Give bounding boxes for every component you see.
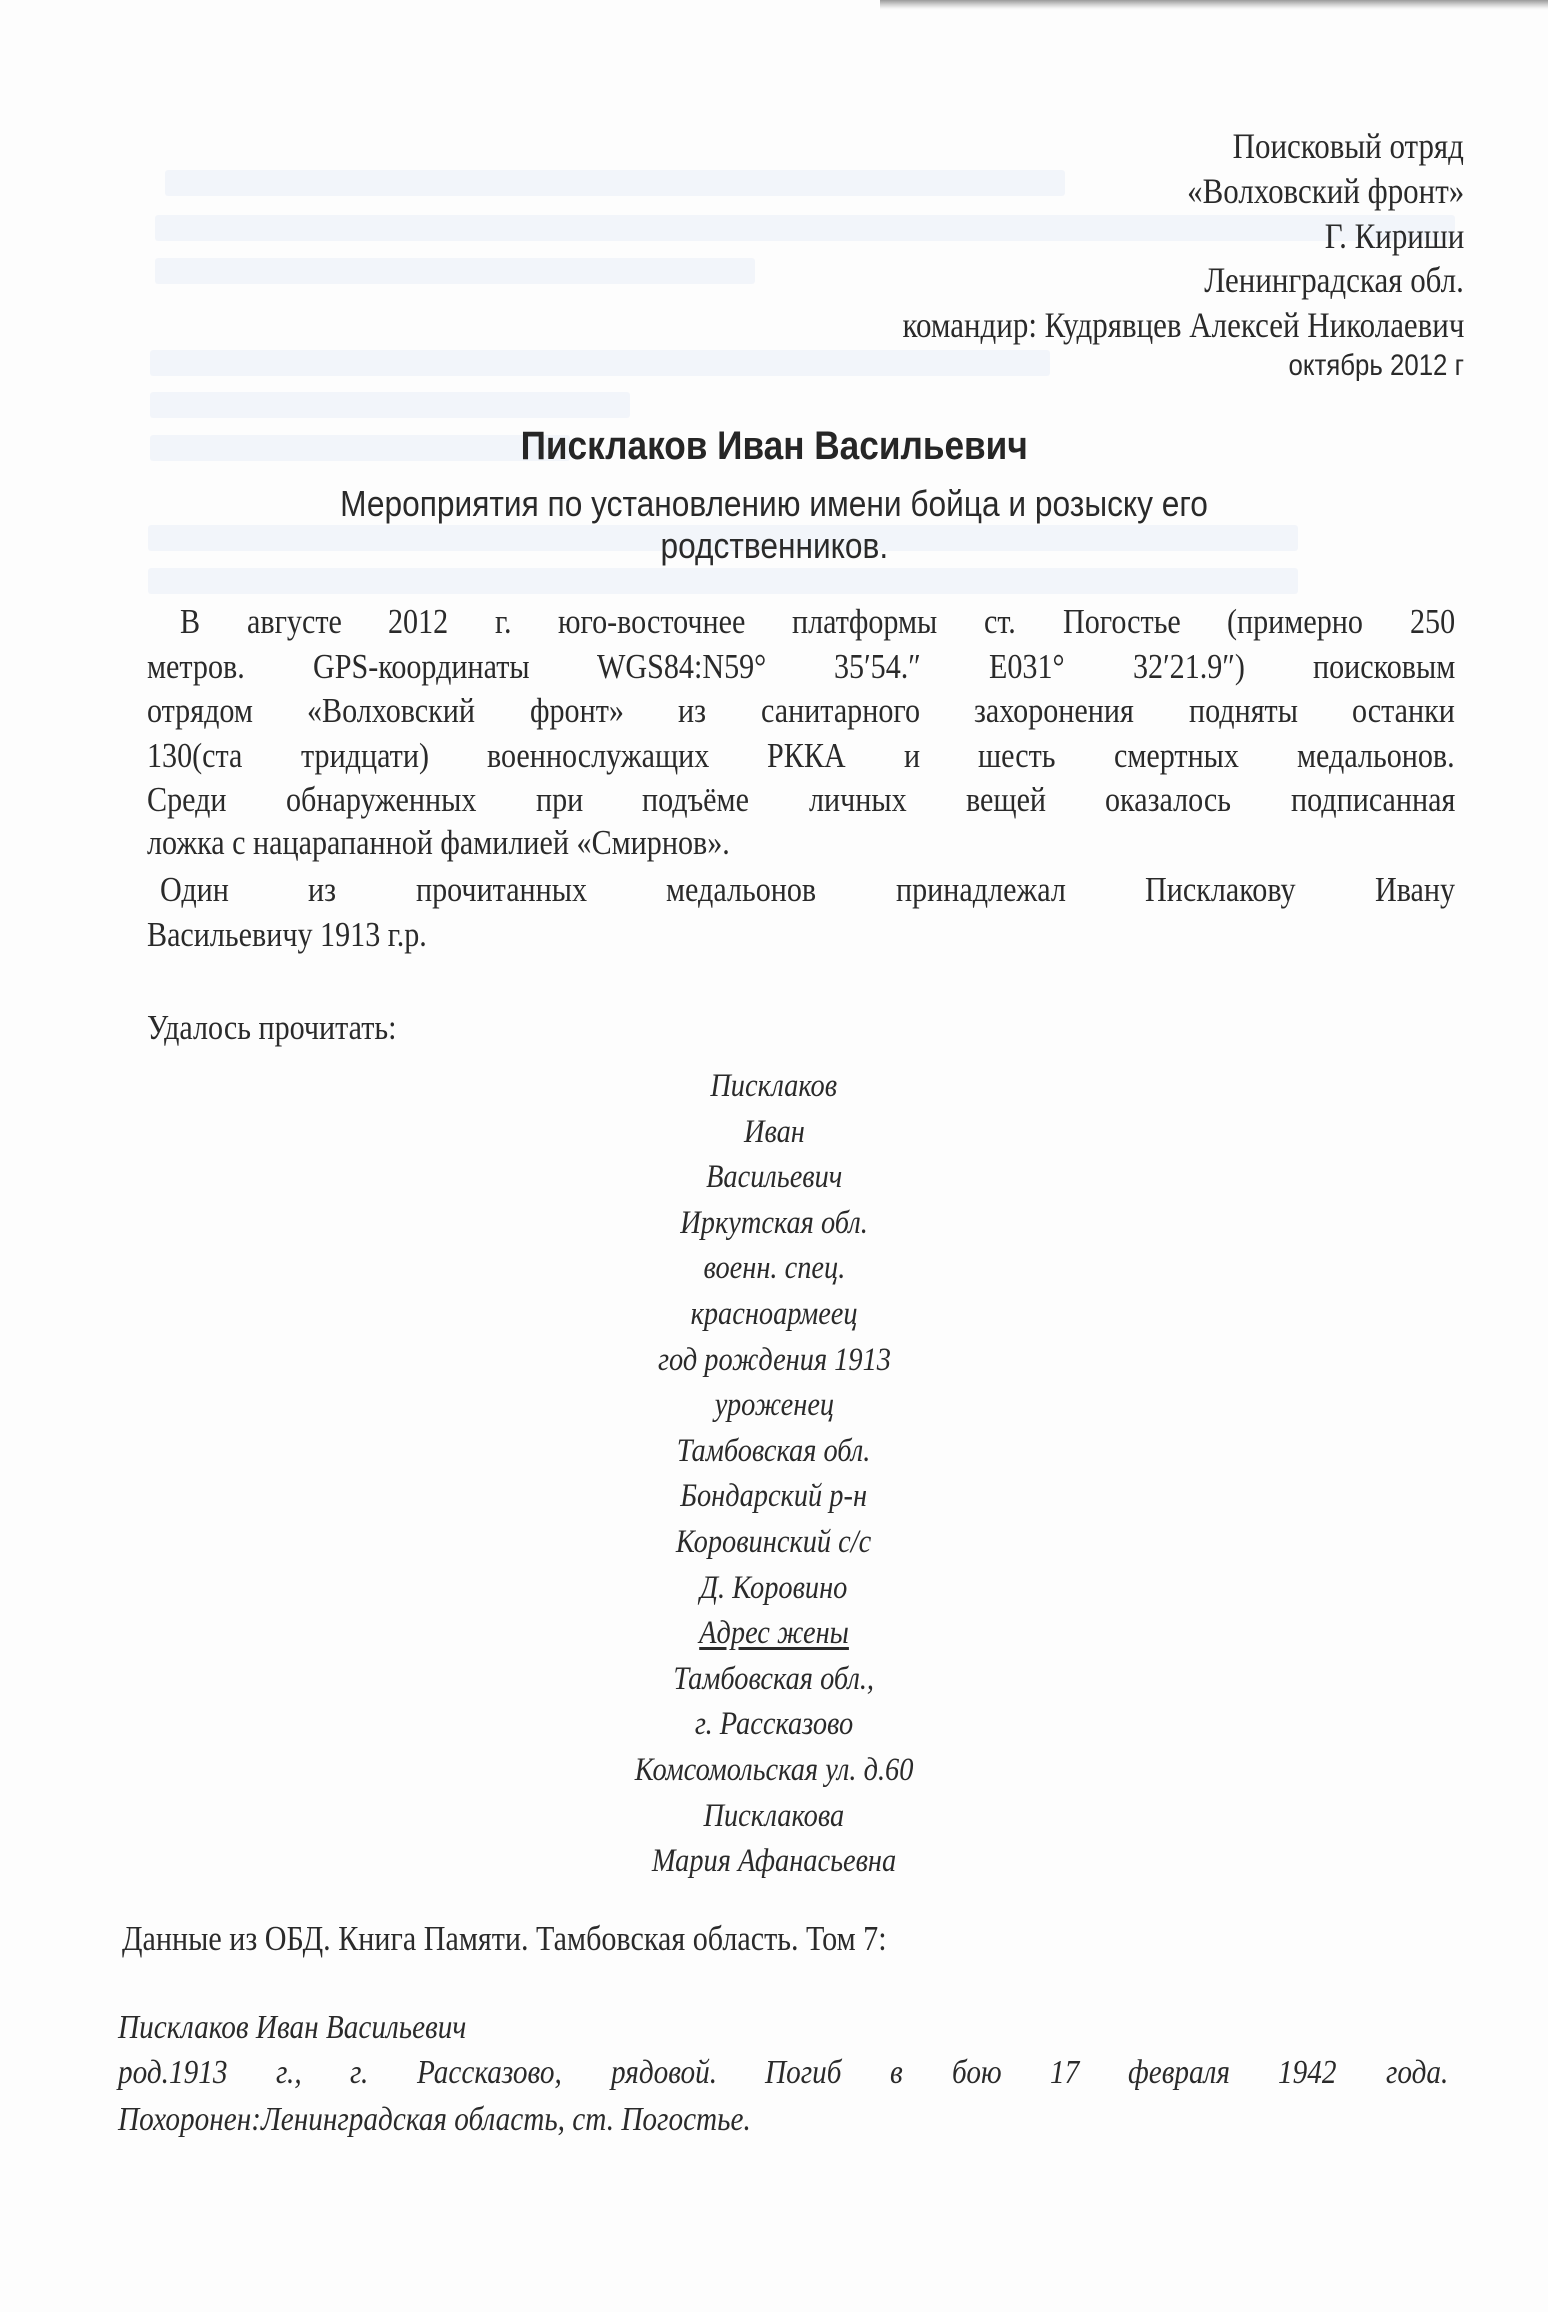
word: WGS84:N59° <box>597 647 767 686</box>
word: РККА <box>767 736 846 775</box>
medallion-line <box>0 1617 1548 1650</box>
paragraph-line <box>147 649 1455 684</box>
scanner-edge-shadow <box>880 0 1548 10</box>
medallion-line-text: Коровинский с/с <box>676 1524 872 1560</box>
word: рядовой. <box>610 2054 717 2091</box>
medallion-line <box>0 1161 1548 1194</box>
medallion-line-text: Тамбовская обл. <box>677 1432 871 1469</box>
header-org-line: Поисковый отряд <box>1232 126 1464 166</box>
word: Один <box>160 870 229 909</box>
word: 1942 <box>1278 2054 1337 2091</box>
word: личных <box>808 780 907 819</box>
word: метров. <box>147 647 245 686</box>
word: отрядом <box>147 691 253 730</box>
medallion-line-text: Д. Коровино <box>700 1569 848 1606</box>
word: подписанная <box>1290 780 1455 819</box>
word: 250 <box>1409 602 1455 641</box>
medallion-line-text: Бондарский р-н <box>680 1478 868 1515</box>
obd-record-line2: Похоронен:Ленинградская область, ст. Погостье. <box>118 2101 751 2138</box>
word: 32′21.9″) <box>1132 647 1245 686</box>
medallion-line-text: Писклаков <box>710 1068 838 1104</box>
word: 35′54.″ <box>834 647 922 686</box>
medallion-line <box>0 1754 1548 1787</box>
word: обнаруженных <box>285 780 477 819</box>
word: года. <box>1385 2054 1448 2091</box>
word: г. <box>495 602 512 641</box>
word: бою <box>951 2054 1002 2091</box>
medallion-line <box>0 1480 1548 1513</box>
word: род.1913 <box>118 2054 228 2091</box>
word: санитарного <box>760 691 920 730</box>
word: фронт» <box>529 691 624 730</box>
medallion-line-text: уроженец <box>714 1387 834 1424</box>
medallion-line-text: Мария Афанасьевна <box>651 1843 897 1880</box>
word: 2012 <box>388 602 449 641</box>
word: 130(ста <box>147 736 243 775</box>
word: в <box>890 2054 904 2091</box>
paragraph-line <box>147 738 1455 773</box>
read-label: Удалось прочитать: <box>147 1008 397 1047</box>
word: прочитанных <box>415 870 587 909</box>
word: шесть <box>978 736 1056 775</box>
header-unit-name: «Волховский фронт» <box>1186 171 1464 211</box>
medallion-line-text: Иркутская обл. <box>680 1204 868 1241</box>
medallion-line-text: г. Рассказово <box>694 1706 854 1743</box>
medallion-line <box>0 1252 1548 1285</box>
medallion-line-text: Тамбовская обл., <box>673 1660 875 1697</box>
page-subtitle-cont <box>0 525 1548 566</box>
header-city: Г. Кириши <box>1324 216 1464 256</box>
word: и <box>904 736 921 775</box>
paragraph-line <box>147 782 1455 817</box>
medallion-line-text: военн. спец. <box>703 1250 845 1287</box>
word: ст. <box>984 602 1017 641</box>
medallion-line-text: красноармеец <box>690 1296 858 1332</box>
word: Среди <box>147 780 227 819</box>
word: 17 <box>1049 2054 1080 2091</box>
word: В <box>180 602 201 641</box>
word: останки <box>1352 691 1456 730</box>
medallion-line <box>0 1526 1548 1559</box>
word: GPS-координаты <box>312 647 530 686</box>
page-subtitle <box>0 483 1548 524</box>
word: Ивану <box>1374 870 1456 909</box>
medallion-line <box>0 1569 1548 1606</box>
word: из <box>678 691 707 730</box>
page-title <box>0 426 1548 466</box>
word: февраля <box>1127 2054 1230 2091</box>
word: при <box>535 780 583 819</box>
word: из <box>308 870 337 909</box>
medallion-line <box>0 1070 1548 1103</box>
paragraph-line <box>180 604 1455 639</box>
medallion-line <box>0 1298 1548 1331</box>
word: тридцати) <box>300 736 429 775</box>
obd-record-line1 <box>118 2056 1448 2090</box>
paragraph-line <box>160 872 1455 907</box>
medallion-line-text: Адрес жены <box>699 1615 849 1652</box>
page-subtitle-line1: Мероприятия по установлению имени бойца и розыску его <box>340 483 1208 524</box>
word: августе <box>246 602 342 641</box>
word: захоронения <box>974 691 1135 730</box>
medallion-line <box>0 1797 1548 1834</box>
word: вещей <box>965 780 1046 819</box>
medallion-line-text: Писклакова <box>703 1797 845 1834</box>
medallion-line-text: Комсомольская ул. д.60 <box>634 1752 914 1788</box>
header-date: октябрь 2012 г <box>1288 349 1464 382</box>
word: (примерно <box>1227 602 1364 641</box>
word: военнослужащих <box>486 736 710 775</box>
word: «Волховский <box>307 691 476 730</box>
word: подъёме <box>642 780 750 819</box>
page-subtitle-line2: родственников. <box>660 525 888 566</box>
word: Погиб <box>765 2054 842 2091</box>
medallion-line-text: Васильевич <box>705 1159 843 1196</box>
word: г. <box>350 2054 369 2091</box>
word: юго-восточнее <box>558 602 746 641</box>
header-region: Ленинградская обл. <box>1204 260 1464 300</box>
medallion-line-text: Иван <box>743 1113 805 1150</box>
medallion-line <box>0 1204 1548 1241</box>
medallion-line <box>0 1389 1548 1422</box>
word: Погостье <box>1062 602 1181 641</box>
obd-source: Данные из ОБД. Книга Памяти. Тамбовская область. Том 7: <box>122 1919 887 1958</box>
word: Писклакову <box>1144 870 1296 909</box>
word: медальонов <box>666 870 817 909</box>
medallion-line <box>0 1660 1548 1697</box>
paragraph-line-last: ложка с нацарапанной фамилией «Смирнов». <box>147 823 730 862</box>
word: платформы <box>792 602 938 641</box>
word: принадлежал <box>895 870 1066 909</box>
word: медальонов. <box>1297 736 1456 775</box>
obd-name: Писклаков Иван Васильевич <box>118 2009 467 2046</box>
paragraph-line <box>147 693 1455 728</box>
word: оказалось <box>1105 780 1232 819</box>
word: поисковым <box>1312 647 1455 686</box>
word: Рассказово, <box>417 2054 563 2091</box>
paragraph-line-last: Васильевичу 1913 г.р. <box>147 915 427 954</box>
word: подняты <box>1188 691 1298 730</box>
word: смертных <box>1114 736 1240 775</box>
medallion-line-text: год рождения 1913 <box>657 1341 891 1378</box>
header-commander: командир: Кудрявцев Алексей Николаевич <box>902 305 1464 345</box>
medallion-line <box>0 1845 1548 1878</box>
word: г., <box>276 2054 302 2091</box>
medallion-line <box>0 1708 1548 1741</box>
page-title-text: Писклаков Иван Васильевич <box>520 424 1028 468</box>
word: E031° <box>989 647 1065 686</box>
medallion-line <box>0 1432 1548 1469</box>
medallion-line <box>0 1341 1548 1378</box>
medallion-line <box>0 1113 1548 1150</box>
